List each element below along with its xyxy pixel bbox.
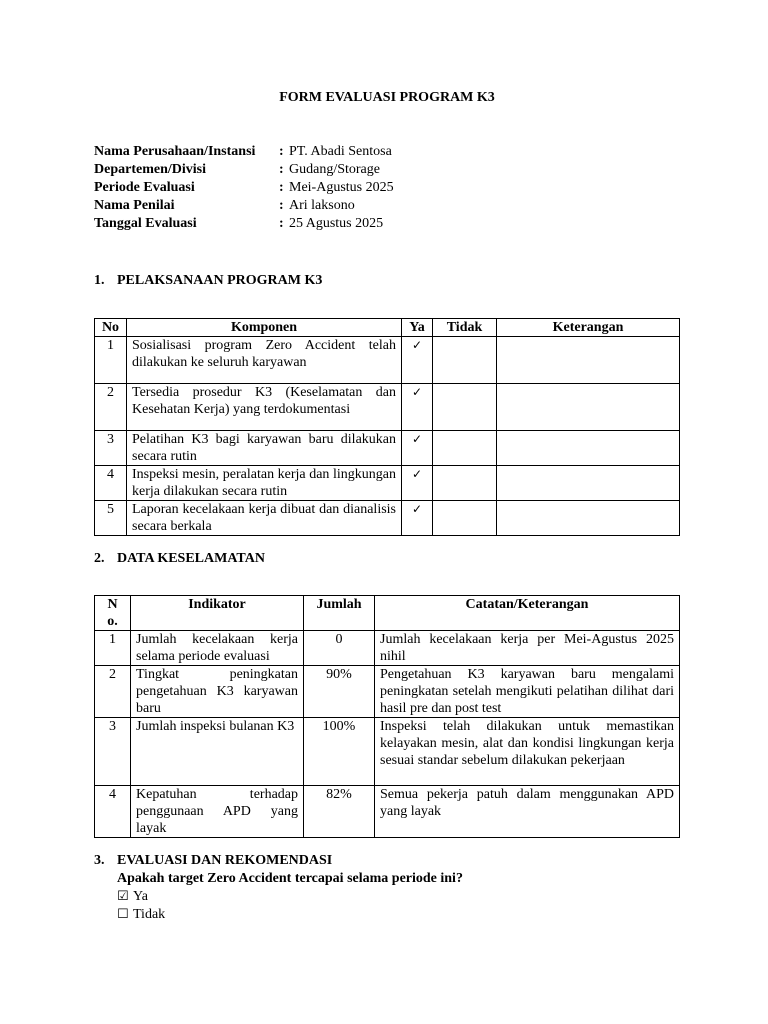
cell-no: 4 [95, 466, 127, 501]
table-row [95, 466, 680, 501]
cell-no: 3 [95, 431, 127, 466]
info-colon: : [279, 198, 284, 213]
table-header-row [95, 596, 680, 631]
header-indikator: Indikator [131, 596, 304, 631]
section-number: 2. [94, 551, 105, 566]
info-row-period [94, 179, 680, 197]
cell-tidak [433, 384, 497, 431]
cell-indikator: Jumlah inspeksi bulanan K3 [131, 718, 304, 786]
cell-ya [402, 431, 433, 466]
header-jumlah: Jumlah [304, 596, 375, 631]
cell-komponen: Tersedia prosedur K3 (Keselamatan dan Kesehatan Kerja) yang terdokumentasi [127, 384, 402, 431]
section-title: DATA KESELAMATAN [117, 551, 265, 566]
cell-jumlah: 82% [304, 786, 375, 838]
info-label: Tanggal Evaluasi [94, 216, 197, 231]
cell-indikator: Kepatuhan terhadap penggunaan APD yang layak [131, 786, 304, 838]
cell-tidak [433, 431, 497, 466]
info-value: PT. Abadi Sentosa [289, 144, 392, 159]
header-tidak: Tidak [433, 319, 497, 337]
info-colon: : [279, 162, 284, 177]
table-row [95, 501, 680, 536]
checkmark-icon: ✓ [411, 385, 423, 399]
option-label: Ya [133, 889, 148, 904]
info-colon: : [279, 180, 284, 195]
table-row [95, 666, 680, 718]
header-no: No. [95, 596, 131, 631]
cell-keterangan [497, 431, 680, 466]
info-label: Departemen/Divisi [94, 162, 206, 177]
cell-komponen: Inspeksi mesin, peralatan kerja dan lingkungan kerja dilakukan secara rutin [127, 466, 402, 501]
cell-ya [402, 466, 433, 501]
info-label: Nama Perusahaan/Instansi [94, 144, 256, 159]
cell-no: 2 [95, 666, 131, 718]
cell-indikator: Jumlah kecelakaan kerja selama periode evaluasi [131, 631, 304, 666]
table-header-row [95, 319, 680, 337]
checkmark-icon: ✓ [411, 432, 423, 446]
table-row [95, 718, 680, 786]
header-ya: Ya [402, 319, 433, 337]
zero-accident-question: Apakah target Zero Accident tercapai selama periode ini? [117, 871, 463, 886]
cell-no: 5 [95, 501, 127, 536]
info-label: Periode Evaluasi [94, 180, 195, 195]
safety-data-table [94, 595, 680, 838]
cell-komponen: Sosialisasi program Zero Accident telah dilakukan ke seluruh karyawan [127, 337, 402, 384]
table-row [95, 631, 680, 666]
form-title: FORM EVALUASI PROGRAM K3 [279, 90, 495, 105]
k3-implementation-table [94, 318, 680, 536]
checkmark-icon: ✓ [411, 467, 423, 481]
option-ya[interactable] [117, 888, 148, 905]
section-title: PELAKSANAAN PROGRAM K3 [117, 273, 323, 288]
cell-no: 4 [95, 786, 131, 838]
header-no: No [95, 319, 127, 337]
checkmark-icon: ✓ [411, 338, 423, 352]
cell-komponen: Laporan kecelakaan kerja dibuat dan dianalisis secara berkala [127, 501, 402, 536]
cell-keterangan [497, 501, 680, 536]
header-komponen: Komponen [127, 319, 402, 337]
cell-no: 3 [95, 718, 131, 786]
checked-checkbox-icon[interactable]: ☑ [117, 889, 129, 904]
cell-catatan: Pengetahuan K3 karyawan baru mengalami peningkatan setelah mengikuti pelatihan dilihat dari hasil pre dan post test [375, 666, 680, 718]
cell-jumlah: 0 [304, 631, 375, 666]
cell-jumlah: 90% [304, 666, 375, 718]
cell-keterangan [497, 466, 680, 501]
table-row [95, 337, 680, 384]
header-keterangan: Keterangan [497, 319, 680, 337]
cell-no: 1 [95, 631, 131, 666]
option-label: Tidak [133, 907, 166, 922]
info-colon: : [279, 144, 284, 159]
info-value: Gudang/Storage [289, 162, 380, 177]
header-catatan: Catatan/Keterangan [375, 596, 680, 631]
cell-tidak [433, 337, 497, 384]
cell-jumlah: 100% [304, 718, 375, 786]
section-2-heading [94, 550, 265, 567]
cell-ya [402, 384, 433, 431]
section-1-heading [94, 272, 322, 289]
info-label: Nama Penilai [94, 198, 175, 213]
info-row-company [94, 143, 680, 161]
info-row-date [94, 215, 680, 233]
table-row [95, 786, 680, 838]
cell-komponen: Pelatihan K3 bagi karyawan baru dilakukan secara rutin [127, 431, 402, 466]
info-block [94, 143, 680, 233]
checkmark-icon: ✓ [411, 502, 423, 516]
table-row [95, 384, 680, 431]
option-tidak[interactable] [117, 906, 165, 923]
cell-no: 1 [95, 337, 127, 384]
cell-ya [402, 337, 433, 384]
info-value: 25 Agustus 2025 [289, 216, 384, 231]
info-value: Ari laksono [289, 198, 355, 213]
table-row [95, 431, 680, 466]
cell-catatan: Jumlah kecelakaan kerja per Mei-Agustus 2025 nihil [375, 631, 680, 666]
section-number: 3. [94, 853, 105, 868]
section-3-heading [94, 852, 332, 869]
cell-catatan: Inspeksi telah dilakukan untuk memastikan kelayakan mesin, alat dan kondisi lingkungan kerja sesuai standar sebelum dilakukan pekerjaan [375, 718, 680, 786]
section-title: EVALUASI DAN REKOMENDASI [117, 853, 333, 868]
cell-keterangan [497, 384, 680, 431]
info-row-department [94, 161, 680, 179]
cell-tidak [433, 501, 497, 536]
cell-keterangan [497, 337, 680, 384]
section-number: 1. [94, 273, 105, 288]
cell-catatan: Semua pekerja patuh dalam menggunakan APD yang layak [375, 786, 680, 838]
info-row-evaluator [94, 197, 680, 215]
empty-checkbox-icon[interactable]: ☐ [117, 907, 129, 922]
cell-ya [402, 501, 433, 536]
info-colon: : [279, 216, 284, 231]
info-value: Mei-Agustus 2025 [289, 180, 394, 195]
cell-indikator: Tingkat peningkatan pengetahuan K3 karyawan baru [131, 666, 304, 718]
cell-no: 2 [95, 384, 127, 431]
cell-tidak [433, 466, 497, 501]
